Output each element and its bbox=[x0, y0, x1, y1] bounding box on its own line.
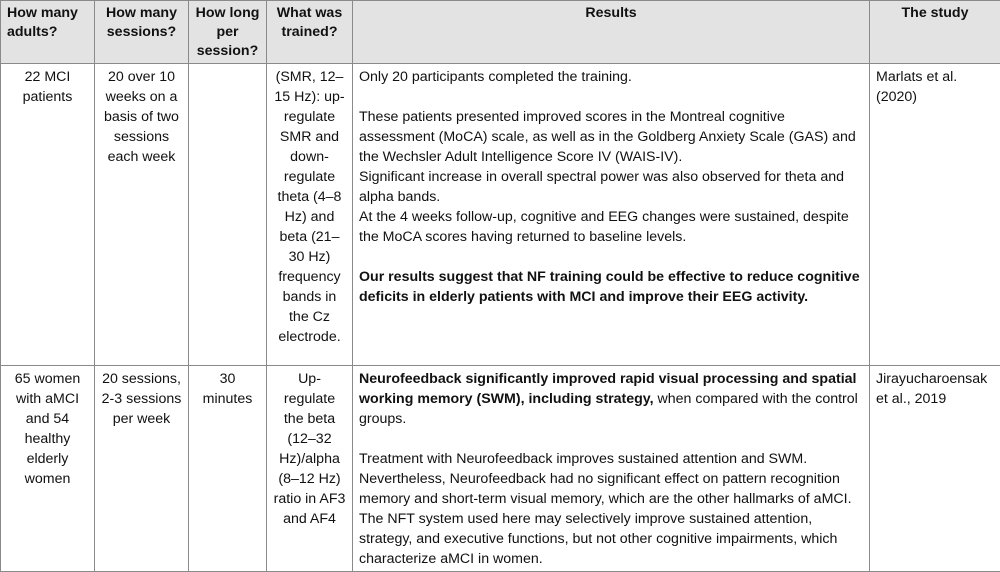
header-row bbox=[1, 1, 1000, 64]
cell-results bbox=[353, 64, 870, 366]
cell-study: Marlats et al. (2020) bbox=[870, 64, 1000, 366]
cell-length: 30 minutes bbox=[189, 366, 267, 572]
cell-sessions: 20 over 10 weeks on a basis of two sessions each week bbox=[95, 64, 189, 366]
header-sessions: How many sessions? bbox=[95, 1, 189, 64]
cell-study: Jirayucharoensak et al., 2019 bbox=[870, 366, 1000, 572]
results-paragraph: Significant increase in overall spectral power was also observed for theta and alpha bands. bbox=[359, 167, 863, 207]
cell-length bbox=[189, 64, 267, 366]
cell-results bbox=[353, 366, 870, 572]
cell-trained: (SMR, 12–15 Hz): up-regulate SMR and down-regulate theta (4–8 Hz) and beta (21–30 Hz) frequency bands in the Cz electrode. bbox=[267, 64, 353, 366]
results-conclusion: Our results suggest that NF training could be effective to reduce cognitive deficits in elderly patients with MCI and improve their EEG activity. bbox=[359, 267, 863, 307]
header-results: Results bbox=[353, 1, 870, 64]
header-length: How long per session? bbox=[189, 1, 267, 64]
table-row bbox=[1, 366, 1000, 572]
header-adults: How many adults? bbox=[1, 1, 95, 64]
results-paragraph bbox=[359, 369, 863, 429]
results-paragraph: Treatment with Neurofeedback improves sustained attention and SWM. Nevertheless, Neurofeedback had no significant effect on pattern recognition memory and short-term visual memory, which are the other hallmarks of aMCI. The NFT system used here may selectively improve sustained attention, strategy, and executive functions, but not other cognitive impairments, which characterize aMCI in women. bbox=[359, 449, 863, 569]
cell-sessions: 20 sessions, 2-3 sessions per week bbox=[95, 366, 189, 572]
results-paragraph: These patients presented improved scores in the Montreal cognitive assessment (MoCA) scale, as well as in the Goldberg Anxiety Scale (GAS) and the Wechsler Adult Intelligence Score IV (WAIS-IV). bbox=[359, 107, 863, 167]
results-text: when compared with the control groups. bbox=[359, 391, 858, 427]
results-paragraph: Only 20 participants completed the training. bbox=[359, 67, 863, 87]
header-study: The study bbox=[870, 1, 1000, 64]
results-highlight: Neurofeedback significantly improved rapid visual processing and spatial working memory (SWM), including strategy, bbox=[359, 371, 857, 407]
results-paragraph: At the 4 weeks follow-up, cognitive and EEG changes were sustained, despite the MoCA scores having returned to baseline levels. bbox=[359, 207, 863, 247]
cell-adults: 65 women with aMCI and 54 healthy elderly women bbox=[1, 366, 95, 572]
table-row bbox=[1, 64, 1000, 366]
header-trained: What was trained? bbox=[267, 1, 353, 64]
cell-adults: 22 MCI patients bbox=[1, 64, 95, 366]
cell-trained: Up-regulate the beta (12–32 Hz)/alpha (8–12 Hz) ratio in AF3 and AF4 bbox=[267, 366, 353, 572]
